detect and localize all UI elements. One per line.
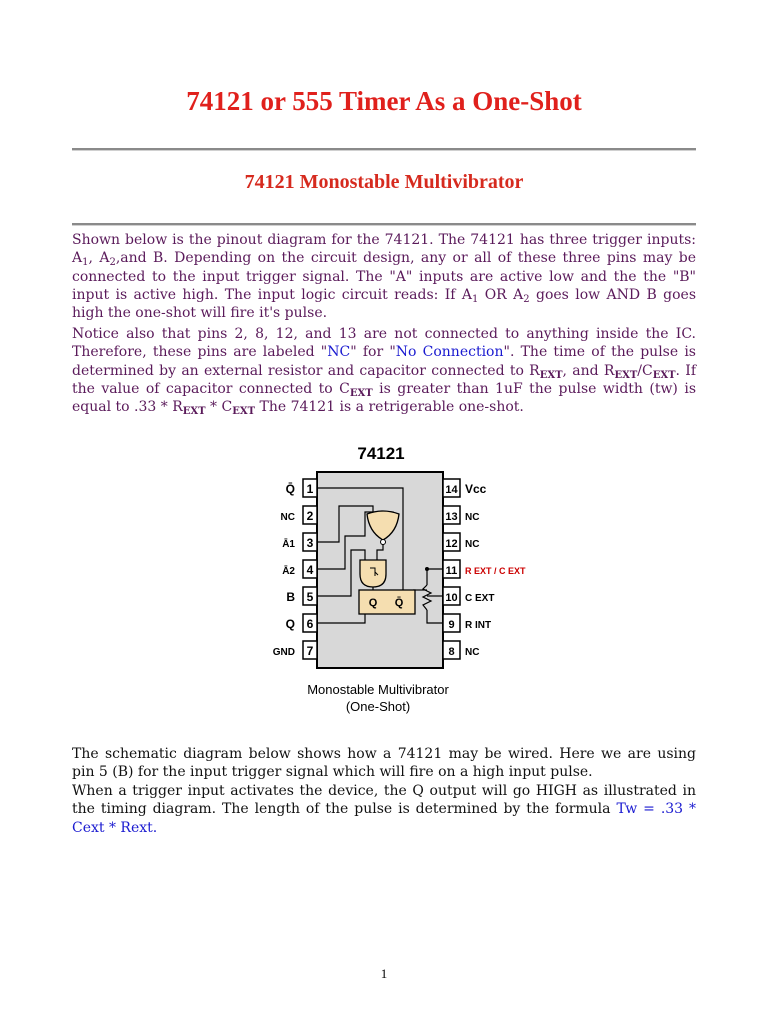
svg-text:11: 11 xyxy=(445,565,458,577)
schematic-paragraph: The schematic diagram below shows how a 74121 may be wired. Here we are using pin 5 (B) for the input trigger signal which will fire on a high input pulse. xyxy=(72,746,696,781)
svg-text:Q: Q xyxy=(368,597,378,609)
svg-text:GND: GND xyxy=(272,647,295,658)
svg-text:6: 6 xyxy=(306,617,314,631)
svg-text:12: 12 xyxy=(445,538,458,550)
title-divider xyxy=(72,148,696,151)
svg-text:3: 3 xyxy=(306,536,314,550)
diagram-caption-line2: (One-Shot) xyxy=(345,699,411,714)
and-gate xyxy=(360,560,386,587)
section-divider xyxy=(72,223,696,226)
no-connection-term: No Connection xyxy=(395,344,504,361)
svg-text:C EXT: C EXT xyxy=(465,593,495,604)
pin-5 xyxy=(286,587,317,605)
pin-11 xyxy=(443,560,526,578)
svg-text:14: 14 xyxy=(445,484,458,496)
pin-6 xyxy=(286,614,317,632)
svg-text:1: 1 xyxy=(306,482,314,496)
pulse-formula: Tw = .33 * Cext * Rext. xyxy=(72,801,697,836)
pin-7 xyxy=(273,641,317,659)
page-title: 74121 or 555 Timer As a One-Shot xyxy=(186,86,582,116)
diagram-caption-line1: Monostable Multivibrator xyxy=(307,682,449,697)
svg-text:7: 7 xyxy=(306,644,314,658)
chip-label: 74121 xyxy=(357,444,405,463)
trigger-paragraph: When a trigger input activates the device, the Q output will go HIGH as illustrated in the timing diagram. The length of the pulse is determined by the formula Tw = .33 * Cext * Rext. xyxy=(72,783,697,836)
svg-text:Q: Q xyxy=(285,617,295,631)
pin-8 xyxy=(443,641,479,659)
pin-10 xyxy=(443,587,494,605)
svg-text:5: 5 xyxy=(306,590,314,604)
notice-paragraph: Notice also that pins 2, 8, 12, and 13 are not connected to anything inside the IC. Therefore, these pins are labeled "NC" for "No Connection". The time of the pulse is determined by an external resistor and capacitor connected to $R_{EXT}$, and $R_{EXT}/C_{EXT}$. If the value of capacitor connected to $C_{EXT}$ is greater than 1uF the pulse width (tw) is equal to $.33 * R_{EXT} * C_{EXT}$ The 74121 is a retrigerable one-shot. xyxy=(72,326,697,418)
pinout-diagram xyxy=(265,440,540,720)
svg-text:4: 4 xyxy=(306,563,314,577)
svg-text:NC: NC xyxy=(465,647,480,658)
svg-text:NC: NC xyxy=(465,539,480,550)
flip-flop xyxy=(359,590,415,614)
svg-text:Q̄: Q̄ xyxy=(394,597,404,609)
pin-4 xyxy=(282,560,317,578)
svg-text:NC: NC xyxy=(465,512,480,523)
nc-term: NC xyxy=(327,344,351,361)
page-number: 1 xyxy=(380,966,388,981)
svg-text:10: 10 xyxy=(445,592,458,604)
svg-text:Ā1: Ā1 xyxy=(282,539,295,550)
svg-text:R EXT / C EXT: R EXT / C EXT xyxy=(465,566,526,576)
pinout-svg xyxy=(265,440,540,720)
left-pin-group xyxy=(273,479,317,659)
svg-text:Q̄: Q̄ xyxy=(285,482,295,496)
pin-9 xyxy=(443,614,491,632)
svg-text:8: 8 xyxy=(448,646,455,658)
pin-13 xyxy=(443,506,479,524)
svg-text:NC: NC xyxy=(280,512,295,523)
svg-text:2: 2 xyxy=(306,509,314,523)
intro-paragraph: Shown below is the pinout diagram for the 74121. The 74121 has three trigger inputs: $A_1$, $A_2,and$ B. Depending on the circuit design, any or all of these three pins may be connected to the input trigger signal. The "A" inputs are active low and the the "B" input is active high. The input logic circuit reads: If $A_1$ OR $A_2$ goes low AND B goes high the one-shot will fire it's pulse. xyxy=(72,232,697,322)
pin-14 xyxy=(443,479,487,497)
svg-text:R INT: R INT xyxy=(465,620,492,631)
pin-1 xyxy=(286,479,317,497)
right-pin-group xyxy=(443,479,526,659)
svg-text:B: B xyxy=(286,590,295,604)
pin-3 xyxy=(282,533,317,551)
svg-text:Ā2: Ā2 xyxy=(282,566,295,577)
svg-text:13: 13 xyxy=(445,511,458,523)
section-heading: 74121 Monostable Multivibrator xyxy=(244,171,524,193)
svg-text:Vcc: Vcc xyxy=(465,482,487,496)
pin-12 xyxy=(443,533,479,551)
pin-2 xyxy=(281,506,317,524)
svg-text:9: 9 xyxy=(448,619,455,631)
